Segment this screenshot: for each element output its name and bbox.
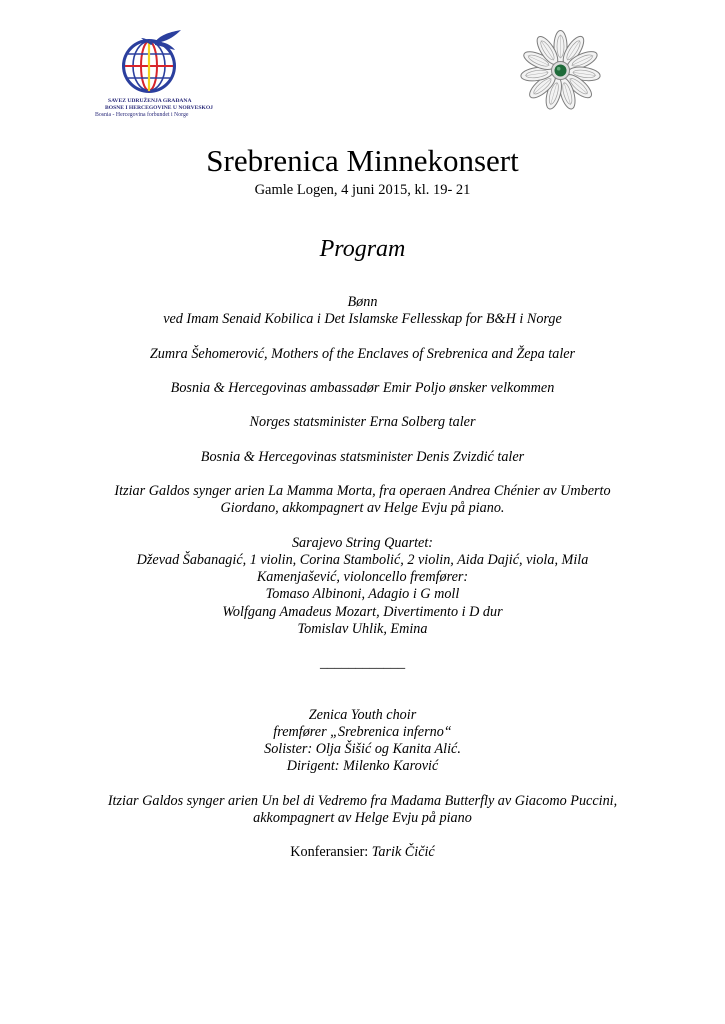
item-aria-line2: Giordano, akkompagnert av Helge Evju på piano. [220, 500, 505, 517]
item-speech-solberg: Norges statsminister Erna Solberg taler [249, 414, 476, 431]
program-heading: Program [319, 236, 406, 262]
item-quartet-members-line1: Dževad Šabanagić, 1 violin, Corina Stambolić, 2 violin, Aida Dajić, viola, Mila [136, 551, 589, 568]
item-quartet-piece2: Wolfgang Amadeus Mozart, Divertimento i D dur [222, 603, 503, 620]
item-choir-title: Zenica Youth choir [308, 706, 417, 723]
organization-logo [95, 28, 225, 119]
item-host [60, 844, 665, 861]
item-aria2-line2: akkompagnert av Helge Evju på piano [253, 809, 472, 826]
program-list [60, 294, 665, 862]
host-label: Konferansier: [290, 844, 369, 861]
org-name-line3: Bosnia - Hercegovina forbundet i Norge [95, 112, 189, 118]
item-aria2-line1: Itziar Galdos synger arien Un bel di Vedremo fra Madama Butterfly av Giacomo Puccini, [107, 792, 618, 809]
page-title: Srebrenica Minnekonsert [206, 143, 519, 178]
globe-dove-icon [115, 28, 185, 96]
item-aria-line1: Itziar Galdos synger arien La Mamma Morta, fra operaen Andrea Chénier av Umberto [114, 483, 611, 500]
item-quartet-piece3: Tomislav Uhlik, Emina [297, 620, 428, 637]
org-name-line1: SAVEZ UDRUŽENJA GRAĐANA [108, 98, 192, 104]
section-separator: ____________ [319, 655, 406, 672]
item-choir-conductor: Dirigent: Milenko Karović [286, 758, 439, 775]
item-choir-piece: fremfører „Srebrenica inferno“ [273, 723, 452, 740]
item-prayer-by: ved Imam Senaid Kobilica i Det Islamske Fellesskap for B&H i Norge [163, 311, 562, 328]
item-speech-sehomerovic: Zumra Šehomerović, Mothers of the Enclaves of Srebrenica and Žepa taler [149, 345, 576, 362]
item-prayer-title: Bønn [347, 294, 378, 310]
srebrenica-flower-logo [518, 28, 603, 113]
filigree-flower-icon [518, 28, 603, 113]
event-venue-date: Gamle Logen, 4 juni 2015, kl. 19- 21 [254, 182, 471, 198]
item-speech-zvizdic: Bosnia & Hercegovinas statsminister Denis Zvizdić taler [200, 448, 525, 465]
org-name-line2: BOSNE I HERCEGOVINE U NORVESKOJ [105, 105, 213, 111]
item-choir-soloists: Solister: Olja Šišić og Kanita Alić. [264, 741, 461, 758]
host-name: Tarik Čičić [371, 844, 435, 861]
item-quartet-title: Sarajevo String Quartet: [291, 534, 434, 551]
item-quartet-members-line2: Kamenjašević, violoncello fremfører: [256, 569, 469, 586]
item-welcome-ambassador: Bosnia & Hercegovinas ambassadør Emir Poljo ønsker velkommen [170, 379, 555, 396]
item-quartet-piece1: Tomaso Albinoni, Adagio i G moll [265, 586, 460, 603]
